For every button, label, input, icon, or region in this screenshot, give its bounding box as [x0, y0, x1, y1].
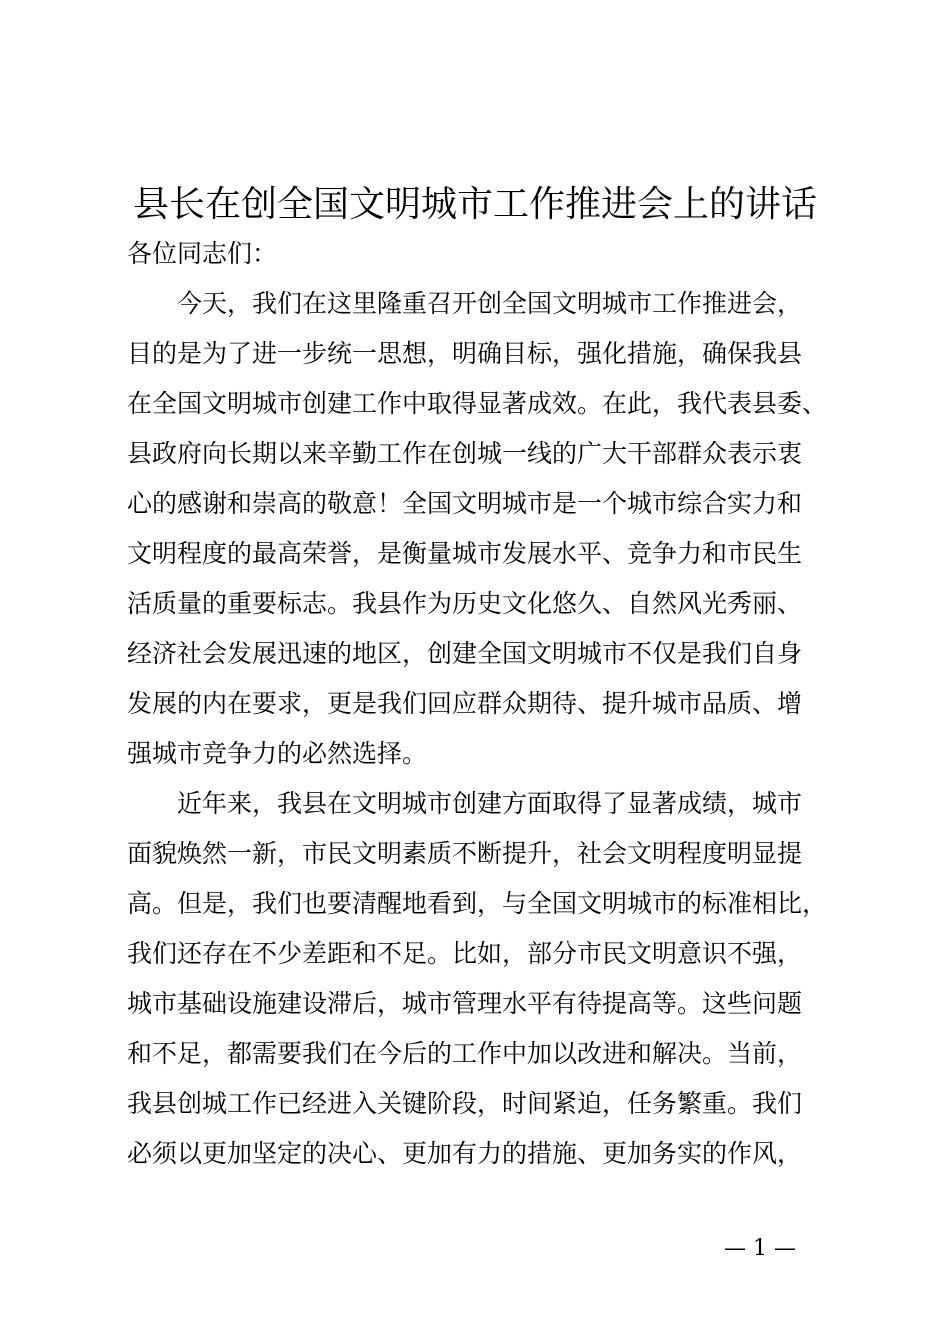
paragraph-line: 我县创城工作已经进入关键阶段，时间紧迫，任务繁重。我们 — [127, 1089, 803, 1118]
page-number: — 1 — — [724, 1236, 796, 1261]
paragraph-line: 活质量的重要标志。我县作为历史文化悠久、自然风光秀丽、 — [127, 589, 803, 618]
paragraph-line: 必须以更加坚定的决心、更加有力的措施、更加务实的作风， — [127, 1139, 803, 1168]
paragraph-line: 城市基础设施建设滞后，城市管理水平有待提高等。这些问题 — [127, 989, 803, 1018]
paragraph-line: 强城市竞争力的必然选择。 — [127, 739, 428, 768]
paragraph-line: 心的感谢和崇高的敬意！全国文明城市是一个城市综合实力和 — [127, 489, 803, 518]
document-title: 县长在创全国文明城市工作推进会上的讲话 — [132, 184, 817, 225]
paragraph-line: 面貌焕然一新，市民文明素质不断提升，社会文明程度明显提 — [127, 839, 803, 868]
salutation: 各位同志们： — [127, 239, 278, 268]
paragraph-line: 在全国文明城市创建工作中取得显著成效。在此，我代表县委、 — [127, 389, 828, 418]
paragraph-line: 今天，我们在这里隆重召开创全国文明城市工作推进会， — [177, 289, 803, 318]
paragraph-line: 我们还存在不少差距和不足。比如，部分市民文明意识不强， — [127, 939, 803, 968]
paragraph-line: 近年来，我县在文明城市创建方面取得了显著成绩，城市 — [177, 789, 803, 818]
paragraph-line: 经济社会发展迅速的地区，创建全国文明城市不仅是我们自身 — [127, 639, 803, 668]
paragraph-line: 发展的内在要求，更是我们回应群众期待、提升城市品质、增 — [127, 689, 803, 718]
paragraph-line: 县政府向长期以来辛勤工作在创城一线的广大干部群众表示衷 — [127, 439, 803, 468]
paragraph-line: 高。但是，我们也要清醒地看到，与全国文明城市的标准相比， — [127, 889, 828, 918]
paragraph-line: 文明程度的最高荣誉，是衡量城市发展水平、竞争力和市民生 — [127, 539, 803, 568]
paragraph-line: 目的是为了进一步统一思想，明确目标，强化措施，确保我县 — [127, 339, 803, 368]
paragraph-line: 和不足，都需要我们在今后的工作中加以改进和解决。当前， — [127, 1039, 803, 1068]
